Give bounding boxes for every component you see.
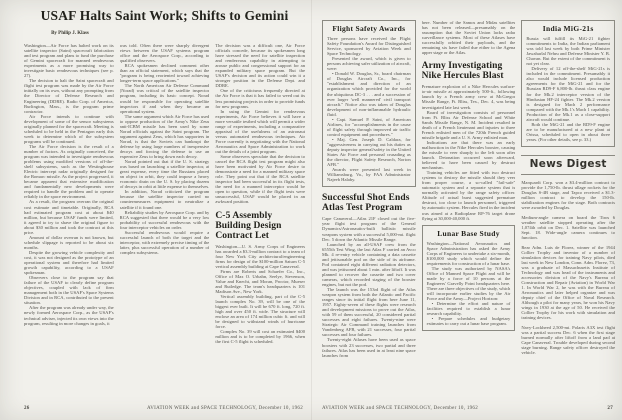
c5-article <box>215 244 305 345</box>
page-right <box>311 0 622 420</box>
army-article <box>422 84 516 220</box>
paragraph: Amount of dollar overrun is not known, but schedule slippage is reported to be about six months. <box>24 234 114 250</box>
paragraph: Indications are that there was an early malfunction in the Nike Hercules booster, causing the missile to veer sharply to the left soon after launch. Detonation occurred soon afterward, believed to have been caused by destruct mechanism. <box>421 139 516 171</box>
paragraph: Premature explosion of a Nike Hercules surface-to-air missile at approximately 500-ft., following launch by a French army crew at McGregor Missile Range, Ft. Bliss, Tex., Dec. 4, was being investigated late last week. <box>421 84 516 110</box>
paragraph: The decision was a difficult one, Air Force officials concede, because its spokesmen long have stressed the need for satellite inspection and rendezvous capability in attempting to arouse public and congressional support for an expanded military space program. But the USAF's decision and its action could win it a stronger position in the Defense Dept. and DDRE. <box>215 43 305 89</box>
paragraph: Air Force intends to continue with development of some of the sensor subsystems originally planned for the spacecraft. Meeting is scheduled to be held in the Pentagon early this week to determine which of the subsystem programs will be continued. <box>24 113 114 144</box>
paragraph: Despite the growing vehicle complexity and cost, it was not designed as the prototype of an operational system and therefore had limited growth capability, according to a USAF spokesman. <box>24 249 114 276</box>
paragraph: here. Number of the Samos and Midas satellites has not been released—presumably on the assumption that the Soviet Union lacks radar surveillance systems. Most of these Atlases have successfully orbited their payloads, and the remaining six have failed due either to the Agena upper stage or the Atlas. <box>421 20 516 56</box>
paragraph: Norad pointed out that if the U. S. strategy was based on launching a satellite inspector, at great expense, every time the Russians placed an object in orbit, they could impose a heavy economic drain on the U. S. by placing dozens of decoys in orbit at little expense to themselves. <box>119 159 210 190</box>
paragraph: was told. Often there were sharply divergent views between the USAF systems program office and the Aerospace Corp., according to qualified observers. <box>119 43 210 64</box>
paragraph: • Capt. Samuel P. Saint, of American Airlines, for "accomplishments in the cause of flight safety through improved air traffic control equipment and procedures." <box>327 116 411 137</box>
atlas-article-heading: Successful Shot Ends Atlas Test Program <box>322 193 410 214</box>
news-digest-header <box>521 155 615 175</box>
india-mig-box <box>521 20 615 147</box>
paragraph: Some observers speculate that the decision to cancel the RCA flight test program might also have been motivated by Air Force desire to demonstrate a need for a manned military space role. They point out that if the RCA satellite inspector had been successful in its flight tests, the need for a manned interceptor would be open to question, while if the flight tests were unsuccessful, USAF would be placed in an awkward position. <box>215 154 305 205</box>
right-col-1 <box>322 20 416 405</box>
left-page-columns <box>24 43 305 405</box>
paragraph: • Maj. Gen. Joseph D. Caldara, for "aggressiveness in carrying out his duties as deputy inspector general/safety in the United States Air Force and personal crusading as the director, Flight Safety Research, Norton AFB." <box>327 136 411 168</box>
paragraph: Reliability studies by Aerospace Corp. and by RCA suggested that there would be a very low probability of successful rendezvous with the four interceptor vehicles on order. <box>119 209 210 230</box>
paragraph: Training vehicles are fitted with two destruct systems to destroy the missile should they veer from proper course, a so-called "fail-safe" automatic system and a separate system that is normally activated by the range safety officer. Altitude of actual burst suggested premature destruct, too close to launch personnel, triggered by automatic system. Hercules fired in the incident was aimed at a Radioplane RP-76 target drone flying at 30,000-40,000 ft. <box>421 170 516 221</box>
army-article-heading: Army Investigating Nike Hercules Blast <box>421 61 504 82</box>
paragraph: Board of investigation consists of personnel from Ft. Bliss Air Defense School and White Sands Missile Range, N. M. Incident resulted in death of a French lieutenant and injuries to three French enlisted men of the 720th French guided missile brigade and a U. S. Army enlisted man. <box>421 109 516 140</box>
paragraph: In addition, Norad criticized the program because the satellite inspector carried no countermeasures equipment to neutralize a satellite if it found one. <box>119 189 210 210</box>
paragraph: Awards were presented last week in Williamsburg, Va., by FAA Administrator Najeeb Halaby. <box>327 167 411 183</box>
byline: By Philip J. Klass <box>51 31 89 36</box>
right-col-2 <box>422 20 516 405</box>
paragraph: The decision to halt the Saint spacecraft and flight test program was made by the Air Force initially on its own, without any prompting from the Director of Defense Research and Engineering (DDRE). Radio Corp. of America, Burlington, Mass., is the program prime contractor. <box>24 78 114 114</box>
paragraph: Delivery of 12 off-the-shelf MiG-21s is included in the commitment. Presumably it also would include licensed production agreements for the MiG-21 and for the Russian RD9-F 6,800-lb. thrust class engine for the Mk.2 interceptor version of the Hindustan HF-24 fighter. The Mk.2 version is designed for Mach 2 performance compared with the Mk.1's Mach 1 capability. Production of the Mk.1 as a close-support aircraft would continue. <box>526 66 611 122</box>
news-digest-items <box>521 180 615 355</box>
paragraph: Cape Canaveral—Atlas 21F closed out the five-year flight test program of the General Dynamics/Astronautics-built ballistic missile weapons system with a successful 5,000-mi. flight Dec. 5 down the Atlantic Missile Range. <box>322 216 416 242</box>
paragraph: The launch was the 153rd flight of the Atlas weapon system from both the Atlantic and Pacific ranges since its initial flight from here June 11, 1957. Eighty-seven of these flights were research and development missions to prove out the Atlas, with 59 of them successful, 20 considered partial successes and eight failures. Twenty-nine were Strategic Air Command training launches from Vandenberg AFB, with 21 successes, four partial successes and four failures. <box>322 287 416 338</box>
footer-page-number: 27 <box>607 406 613 411</box>
atlas-article-col-1 <box>322 216 416 357</box>
paragraph: Vertical assembly building, part of the C-5 launch complex No. 39, will be one of the biggest ever built. It will be 670 ft. long, 720 ft. high and over 450 ft. wide. The structure will enclose an area of 174 million cubic ft. and will be designed to withstand winds of hurricane force. <box>215 293 305 330</box>
paragraph: As a result, the program overran the original cost estimate and timetable. Originally, RCA had estimated program cost at about $40 million, but because USAF funds were limited, it agreed to try to shave the original figure to about $30 million and took the contract at this price. <box>24 199 114 235</box>
paragraph: Presented the award, which is given to persons achieving safer utilization of aircraft, were: <box>327 56 411 72</box>
paragraph: In using the Gemini for rendezvous experiments, Air Force believes it will have a more versatile testbed which will permit a wider range of experiments, including a comparative appraisal of the usefulness of an astronaut versus automated rendezvous techniques. Air Force currently is negotiating with the National Aeronautics and Space Administration to work out the details of a joint program. <box>215 108 305 154</box>
paragraph: Washington—Air Force has halted work on its satellite inspector (Saint) spacecraft fabrication and test program and plans to fund the purchase of Gemini spacecraft for manned rendezvous experiments as a more promising way to investigate basic rendezvous techniques (see p. 27). <box>24 43 114 79</box>
news-digest-title: News Digest <box>529 157 607 170</box>
headline: USAF Halts Saint Work; Shifts to Gemini <box>40 8 289 23</box>
india-mig-title: India MiG-21s <box>542 24 594 33</box>
paragraph: Russia will fulfill its MiG-21 fighter commitments to India, the Indian parliament was told last week by both Prime Minister Jawaharlal Nehru and Defense Minister Y. B. Chavan. But the extent of the commitment is not yet clear. <box>526 36 611 67</box>
paragraph: Washington—National Aeronautics and Space Administration has asked the Army Corps of Engineers to undertake a six-month, $100,000 study which would define the requirements for construction of a lunar base. <box>426 240 511 266</box>
right-col-3 <box>521 20 615 405</box>
paragraph: Successful rendezvous would require a successful launch of both the target and the interceptor, with extremely precise timing of the latter, plus successful operation of a number of complex subsystems. <box>119 229 210 255</box>
paragraph: The North American Air Defense Command (Norad) was critical of the satellite inspector program, including its basic concept. Norad would be responsible for operating satellite inspectors if and when they became an operational system. <box>119 83 210 114</box>
paragraph: Washington—U. S. Army Corps of Engineers has awarded a $3.3-million contract to a team of four New York City architectural/engineering firms for design of the $100-million Saturn C-5 vertical assembly building at Cape Canaveral. <box>215 243 305 269</box>
paragraph: One of the criticisms frequently directed at the Air Force is that it has failed to weed out its less promising projects in order to provide funds for new programs. <box>215 88 305 109</box>
paragraph: After the program was already under way, the newly formed Aerospace Corp., as the USAF's technical adviser, injected its own views into the program, resulting in more changes in goals, it <box>24 305 114 326</box>
news-digest-item: Rear Adm. Luis de Florez, winner of the 1944 Collier Trophy and inventor of a number of simulation devices for training Navy pilots, died last week in New London, Conn. Adm. Florez, 73, was a graduate of Massachusetts Institute of Technology and was head of the instruments and accessories division of the Navy's Bureau of Construction and Repair (Aviation) in World War 1. In World War 2, he was with the Bureau of Aeronautics and later helped organize and was deputy chief of the Office of Naval Research. Although a pilot for many years, he won his Navy wings in 1930 at the age of 50. He received the Collier Trophy for his work with simulation and training devices. <box>521 244 615 321</box>
lunar-base-study-title: Lunar Base Study <box>437 228 500 238</box>
paragraph: Both the MiG-21 and the RD9-F engine are to be manufactured at a new plant at Orissa, scheduled to open in about three years. (For other details, see p. 33.) <box>526 121 611 142</box>
page-footer-right <box>322 406 613 411</box>
paragraph: Firms are Roberts and Schaefer Co., Inc., Office of Max O. Urbahn, Seelye, Stevenson, Value and Knecht, and Moran, Proctor, Mueser and Rutledge. The team's headquarters is 101 Madison Ave., New York. <box>215 268 305 294</box>
saint-article-col-1 <box>24 43 114 405</box>
paragraph: • Donald W. Douglas, Sr., board chairman of Douglas Aircraft Co., Inc., for "establishment and direction of an organization which provided for the world the ubiquitous DC-3 . . . and a succession of ever larger 'well mannered' civil transport aircraft." Notice also was taken of Douglas development of non-inflammable hydraulic fluid. <box>327 71 411 117</box>
right-page-columns <box>322 20 615 405</box>
lunar-base-study-box <box>422 225 516 332</box>
paragraph: Twenty-eight Atlases have been used as space boosters with 23 successes, two partial and three failures. Atlas has been used in at least nine space launches from <box>322 337 416 358</box>
paragraph: RCA spokesmen declined comment other than an official statement, which says that the "program is being reoriented toward achieving longer-term space applications." <box>119 63 210 84</box>
paragraph: Three persons have received the Flight Safety Foundation's Award for Distinguished Service, sponsored by Aviation Week and Space Technology. <box>327 36 411 57</box>
footer-page-number: 26 <box>24 406 30 411</box>
paragraph: Complex No. 39 will cost an estimated $400 million and is to be completed by 1966, when the first C-5 flight is scheduled. <box>215 329 305 345</box>
paragraph: Observers close to the program say that failure of the USAF to clearly define program objectives, coupled with lack of firm management both in the USAF's Space Systems Division and in RCA, contributed to the present situation. <box>24 275 114 306</box>
news-digest-item: Navy-Lockheed 2,500-mi. Polaris A3X test flight was a partial success Dec. 6 when the first stage burned normally after liftoff from a land pad at Cape Canaveral. Trouble developed during second stage burning. Range safety officer destroyed the vehicle. <box>521 324 615 355</box>
saint-article-col-3 <box>215 43 305 405</box>
news-digest-item: Medium-angle camera on board the Tiros 6 weather satellite stopped operating after the 1,074th orbit on Dec. 1. Satellite was launched Sept. 18. Wide-angle camera continues to function. <box>521 214 615 240</box>
flight-safety-awards-title: Flight Safety Awards <box>332 24 406 33</box>
paragraph: Launched by an all-USAF crew from the 6555th Test Wing, the last Atlas F carried an Avco Mk. 4 re-entry vehicle containing a data cassette and jettisonable pod on the side of its airframe. Pod contained eight different radiation detectors, and was jettisoned about 1 min. after liftoff. It was planned to recover the cassette and two cover cameras, which recorded staging of the booster engines, but not the pod. <box>322 241 416 287</box>
page-footer-left <box>24 406 303 411</box>
atlas-article-continuation <box>422 20 516 55</box>
c5-article-heading: C-5 Assembly Building Design Contract Let <box>215 210 282 241</box>
flight-safety-awards-box <box>322 20 416 187</box>
paragraph: The same argument which Air Force has used to oppose production of the Army's Nike Zeus anti-ICBM missile has been used by some Norad officials against the Saint program. The argument against Zeus, which has supporters in Norad, is that the Soviets can bankrupt the defense by using large numbers of inexpensive decoys and forcing the defense to use an expensive Zeus to bring down each decoy. <box>119 113 210 160</box>
paragraph: • Determine the effort and nature of facilities required to establish a lunar research capability. <box>426 301 511 317</box>
paragraph: • Prepare schedules and budgetary estimates to carry out a lunar base program. <box>426 316 511 327</box>
paragraph: The study was authorized by NASA's Office of Manned Space Flight and will be made by a force of 10 persons at the Engineers' Gravelly Point headquarters here. There are three objectives of the study, which will incorporate earlier studies by the Air Force and the Army—Project Horizon: <box>426 265 511 302</box>
paragraph: The Air Force decision is the result of a number of factors. As originally conceived, the program was intended to investigate rendezvous problems using modified versions of off-the-shelf subsystems, such as the Westinghouse Electric intercept radar originally designed for the Bomarc missile. As the project progressed, it became apparent that extensive modification and fundamentally new developments were required to handle the problem and to operate reliably in the space environment. <box>24 143 114 200</box>
saint-article-col-2 <box>120 43 210 405</box>
news-digest-item: Marquardt Corp. won a $3.4-million contract to provide the 1,750-lb. thrust ullage rockets for the Douglas S-4B stage, and Tapco received a $1.3-million contract to develop the 150-lb. stabilization engines for the stage. Both contracts were awarded by Douglas. <box>521 179 615 211</box>
footer-journal-title: AVIATION WEEK and SPACE TECHNOLOGY, December 10, 1962 <box>322 406 479 411</box>
footer-journal-title: AVIATION WEEK and SPACE TECHNOLOGY, December 10, 1962 <box>146 406 303 411</box>
